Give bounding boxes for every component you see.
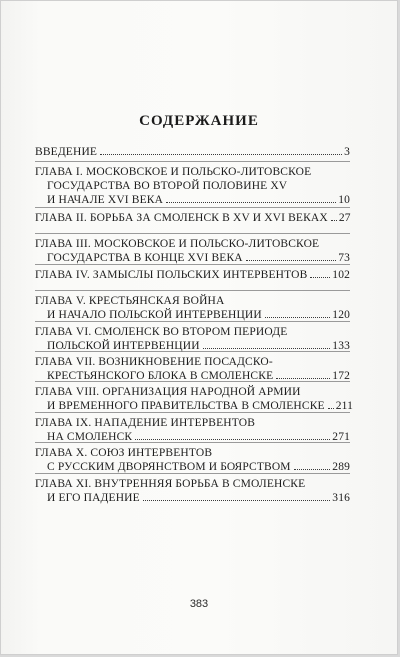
dot-leader: [310, 277, 330, 278]
toc-page-number: 289: [332, 461, 350, 473]
dot-leader: [265, 317, 330, 318]
toc-page-number: 211: [335, 400, 353, 412]
toc-entry-text: ГЛАВА IX. НАПАДЕНИЕ ИНТЕРВЕНТОВ: [35, 417, 256, 429]
toc-page-number: 73: [338, 252, 350, 264]
toc-entry[interactable]: [35, 355, 350, 383]
toc-entry-text: И ЕГО ПАДЕНИЕ: [47, 492, 140, 504]
toc-entry-text: И ВРЕМЕННОГО ПРАВИТЕЛЬСТВА В СМОЛЕНСКЕ: [47, 400, 325, 412]
toc-page-number: 10: [338, 194, 350, 206]
toc-entry[interactable]: [35, 325, 350, 353]
toc-entry-text: ПОЛЬСКОЙ ИНТЕРВЕНЦИИ: [47, 340, 200, 352]
toc-entry-text: ГЛАВА IV. ЗАМЫСЛЫ ПОЛЬСКИХ ИНТЕРВЕНТОВ: [35, 269, 308, 281]
toc-entry[interactable]: [35, 145, 350, 159]
dot-leader: [331, 220, 337, 221]
toc-page-number: 172: [332, 370, 350, 382]
toc-entry-text: И НАЧАЛО ПОЛЬСКОЙ ИНТЕРВЕНЦИИ: [47, 309, 262, 321]
toc-entry-text: С РУССКИМ ДВОРЯНСТВОМ И БОЯРСТВОМ: [47, 461, 291, 473]
toc-entry-text: ГЛАВА XI. ВНУТРЕННЯЯ БОРЬБА В СМОЛЕНСКЕ: [35, 478, 306, 490]
toc-entry[interactable]: [35, 294, 350, 322]
toc-entry-text: ГОСУДАРСТВА ВО ВТОРОЙ ПОЛОВИНЕ XV: [47, 180, 288, 192]
dot-leader: [143, 500, 330, 501]
toc-entry[interactable]: [35, 268, 350, 282]
entry-divider: [35, 290, 350, 291]
toc-page-number: 271: [332, 431, 350, 443]
toc-entry[interactable]: [35, 165, 350, 207]
toc-entry-text: ГЛАВА VII. ВОЗНИКНОВЕНИЕ ПОСАДСКО-: [35, 356, 273, 368]
toc-entry-text: И НАЧАЛЕ XVI ВЕКА: [47, 194, 164, 206]
toc-entry[interactable]: [35, 237, 350, 265]
toc-entry-text: ВВЕДЕНИЕ: [35, 146, 98, 158]
toc-entry[interactable]: [35, 211, 350, 225]
toc-page-number: 133: [332, 340, 350, 352]
toc-page-number: 3: [344, 146, 350, 158]
dot-leader: [203, 348, 331, 349]
toc-page-number: 120: [332, 309, 350, 321]
dot-leader: [294, 469, 331, 470]
dot-leader: [100, 154, 342, 155]
toc-page-number: 27: [338, 212, 351, 224]
entry-divider: [35, 207, 350, 208]
entry-divider: [35, 233, 350, 234]
toc-entry-text: НА СМОЛЕНСК: [47, 431, 133, 443]
toc-entry-text: ГЛАВА II. БОРЬБА ЗА СМОЛЕНСК В XV И XVI ВЕКАХ: [35, 212, 328, 224]
toc-entry[interactable]: [35, 416, 350, 444]
toc-entry-text: ГЛАВА X. СОЮЗ ИНТЕРВЕНТОВ: [35, 447, 213, 459]
dot-leader: [276, 378, 330, 379]
toc-entry-text: ГЛАВА I. МОСКОВСКОЕ И ПОЛЬСКО-ЛИТОВСКОЕ: [35, 166, 312, 178]
toc-entry[interactable]: [35, 385, 353, 413]
dot-leader: [328, 408, 334, 409]
page-title: СОДЕРЖАНИЕ: [139, 113, 259, 129]
toc-entry-text: КРЕСТЬЯНСКОГО БЛОКА В СМОЛЕНСКЕ: [47, 370, 274, 382]
toc-entry-text: ГЛАВА VI. СМОЛЕНСК ВО ВТОРОМ ПЕРИОДЕ: [35, 326, 288, 338]
toc-page-number: 102: [332, 269, 350, 281]
dot-leader: [135, 439, 330, 440]
toc-entry[interactable]: [35, 477, 350, 505]
page-number: 383: [189, 598, 209, 610]
toc-page-number: 316: [332, 492, 350, 504]
toc-entry-text: ГЛАВА V. КРЕСТЬЯНСКАЯ ВОЙНА: [35, 295, 225, 307]
dot-leader: [246, 260, 336, 261]
dot-leader: [166, 202, 336, 203]
toc-entry-text: ГЛАВА III. МОСКОВСКОЕ И ПОЛЬСКО-ЛИТОВСКОЕ: [35, 238, 320, 250]
toc-entry-text: ГОСУДАРСТВА В КОНЦЕ XVI ВЕКА: [47, 252, 243, 264]
toc-entry-text: ГЛАВА VIII. ОРГАНИЗАЦИЯ НАРОДНОЙ АРМИИ: [35, 386, 301, 398]
entry-divider: [35, 161, 350, 162]
toc-entry[interactable]: [35, 446, 350, 474]
